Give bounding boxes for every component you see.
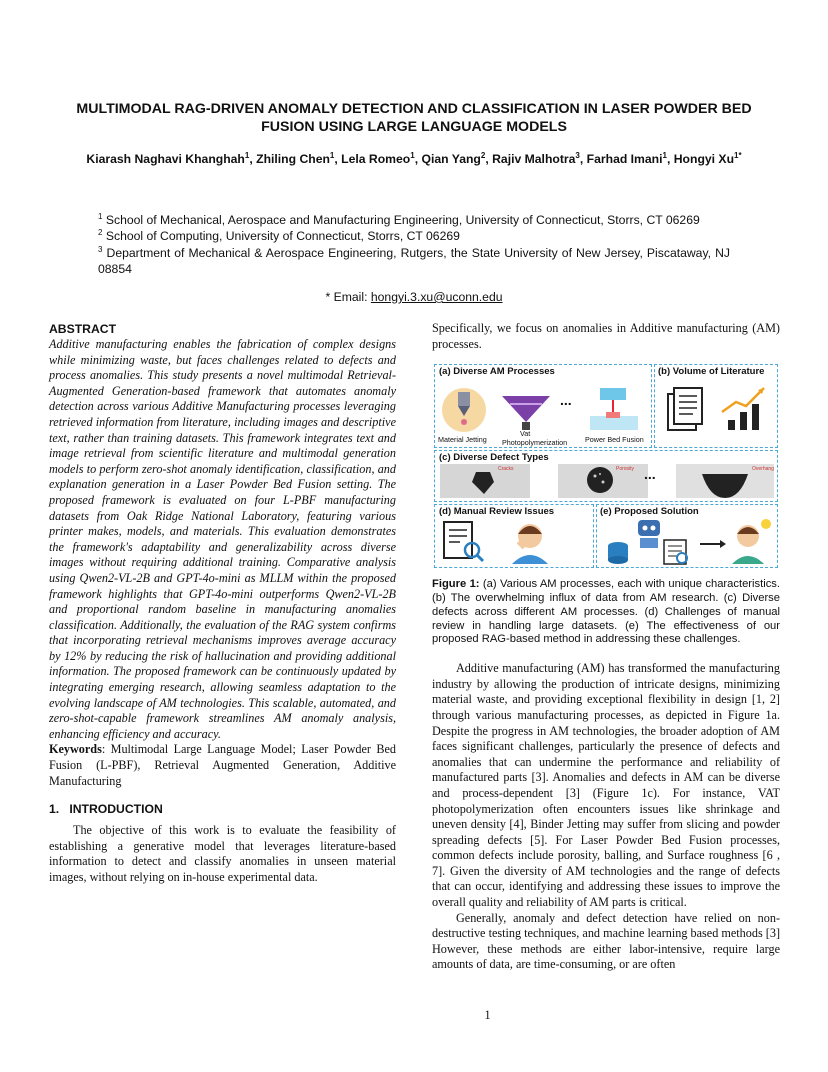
abstract-heading: ABSTRACT xyxy=(49,322,117,336)
affiliation xyxy=(98,228,730,244)
caption-text: (a) Various AM processes, each with unique characteristics. (b) The overwhelming influx of data from AM research. (c) Diverse defects across different AM processes. (d) Challenges of manual review in handling large datasets. (e) The effectiveness of our proposed RAG-based method in addressing these challenges. xyxy=(432,578,780,646)
right-column xyxy=(432,321,780,973)
author-sup: 1 xyxy=(662,150,667,160)
author-name: Zhiling Chen xyxy=(256,152,330,166)
author-name: Lela Romeo xyxy=(341,152,411,166)
label-material-jetting: Material Jetting xyxy=(438,435,487,445)
intro-heading: 1. INTRODUCTION xyxy=(49,802,163,817)
email-label: * Email: xyxy=(325,290,371,304)
panel-d-label: (d) Manual Review Issues xyxy=(439,506,555,518)
keywords xyxy=(49,742,396,789)
author-name: Farhad Imani xyxy=(586,152,663,166)
manual-review-icons xyxy=(440,518,590,566)
author-name: Qian Yang xyxy=(421,152,481,166)
right-paragraph-0: Specifically, we focus on anomalies in Additive manufacturing (AM) processes. xyxy=(432,321,780,351)
defect-tag-porosity: Porosity xyxy=(616,466,635,473)
affiliation-sup: 3 xyxy=(98,244,103,254)
right-paragraph-1: Additive manufacturing (AM) has transformed the manufacturing industry by allowing the production of intricate designs, minimizing material waste, and providing exceptional flexibility in design [1, 2] through various manufacturing processes, as depicted in Figure 1a. Despite the progress in AM technologies, the broader adoption of AM faces significant challenges, particularly the presence of defects and anomalies that can undermine the performance and reliability of manufactured parts [3]. Anomalies and defects in AM can be diverse and process-dependent [3] (Figure 1c). For instance, VAT photopolymerization often encounters issues like shrinkage and uneven density [4], Binder Jetting may suffer from slicing and powder spreading defects [5]. For Laser Powder Bed Fusion processes, common defects include porosity, balling, and Surface roughness [6 , 7]. Given the diversity of AM technologies and the range of defects that can occur, identifying and addressing these issues to improve the overall quality and reliability of AM parts is critical. xyxy=(432,661,780,910)
label-vat: Vat xyxy=(520,429,531,439)
figure-caption xyxy=(432,578,780,647)
nozzle-shape xyxy=(458,392,470,406)
caption-label: Figure 1: xyxy=(432,578,480,591)
affiliation xyxy=(98,212,730,228)
affiliations xyxy=(98,212,730,278)
label-powder-bed-fusion: Power Bed Fusion xyxy=(585,435,644,445)
affiliation xyxy=(98,245,730,278)
panel-a-label: (a) Diverse AM Processes xyxy=(439,366,555,378)
author-name: Kiarash Naghavi Khanghah xyxy=(86,152,245,166)
literature-icons xyxy=(660,382,774,442)
panel-c-label: (c) Diverse Defect Types xyxy=(439,452,549,464)
affiliation-text: Department of Mechanical & Aerospace Engineering, Rutgers, the State University of New Jersey, Piscataway, NJ 08854 xyxy=(98,245,730,277)
panel-e-label: (e) Proposed Solution xyxy=(600,506,699,518)
panel-b-label: (b) Volume of Literature xyxy=(658,366,765,378)
ellipsis: ... xyxy=(560,392,572,409)
author-name: Hongyi Xu xyxy=(673,152,735,166)
ellipsis-defects: ... xyxy=(644,466,656,483)
growth-chart-icon xyxy=(728,420,735,430)
defect-tag-cracks: Cracks xyxy=(498,466,514,473)
report-icon xyxy=(664,540,686,564)
intro-paragraph: The objective of this work is to evaluate the feasibility of establishing a generative model that leverages literature-based information to detect and classify anomalies in unseen material images, without relying on in-house experimental data. xyxy=(49,823,396,884)
lightbulb-icon xyxy=(761,519,771,529)
affiliation-sup: 1 xyxy=(98,211,103,221)
left-column xyxy=(49,321,396,886)
affiliation-text: School of Mechanical, Aerospace and Manufacturing Engineering, University of Connecticut, Storrs, CT 06269 xyxy=(105,213,700,227)
defect-tag-overhang: Overhang xyxy=(752,466,774,473)
email-link[interactable]: hongyi.3.xu@uconn.edu xyxy=(370,290,503,304)
author-name: Rajiv Malhotra xyxy=(492,152,576,166)
author-sup: 1 xyxy=(329,150,335,160)
am-process-icons xyxy=(440,382,650,440)
powder-bed-fusion-icon xyxy=(600,388,626,400)
author-sup: 1* xyxy=(734,150,742,160)
right-paragraph-2: Generally, anomaly and defect detection have relied on non-destructive testing techniques, and machine learning based methods [3] However, these methods are either labor-intensive, require large amounts of data, are time-consuming, or are often xyxy=(432,910,780,972)
keywords-label: Keywords xyxy=(49,742,102,757)
corresponding-email xyxy=(60,290,768,304)
abstract-text: Additive manufacturing enables the fabrication of complex designs while minimizing waste, but faces challenges related to defects and process anomalies. This study presents a novel multimodal Retrieval-Augmented Generation-based framework that automates anomaly detection across various Additive Manufacturing processes leveraging retrieved information from literature, including images and descriptive text, rather than training datasets. This framework integrates text and image retrieval from scientific literature and multimodal generation models to perform zero-shot anomaly identification, classification, and explanation generation in a Laser Powder Bed Fusion setting. The proposed framework is evaluated on four L-PBF manufacturing datasets from Oak Ridge National Laboratory, featuring various printer makes, models, and materials. This evaluation demonstrates the framework's adaptability and generalizability across diverse images without requiring additional training. Comparative analysis using Qwen2-VL-2B and GPT-4o-mini as MLLM within the proposed framework highlights that GPT-4o-mini outperforms Qwen2-VL-2B and proportional random baseline in manufacturing anomalies classification. Additionally, the evaluation of the RAG system confirms that incorporating retrieval mechanisms improves average accuracy by 12% by reducing the risk of hallucination and providing additional information. The proposed framework can be continuously updated by integrating emerging research, allowing seamless adaptation to the evolving landscape of AM technologies. This scalable, automated, and zero-shot-capable framework streamlines AM anomaly analysis, enhancing efficiency and accuracy. xyxy=(49,337,396,741)
author-sup: 3 xyxy=(575,150,580,160)
paper-title: MULTIMODAL RAG-DRIVEN ANOMALY DETECTION AND CLASSIFICATION IN LASER POWDER BED FUSION USING LARGE LANGUAGE MODELS xyxy=(76,101,752,135)
defect-images xyxy=(440,464,774,500)
affiliation-text: School of Computing, University of Connecticut, Storrs, CT 06269 xyxy=(105,229,460,244)
proposed-solution-icons xyxy=(600,518,776,566)
author-sup: 2 xyxy=(480,150,486,160)
label-photopolymerization: Photopolymerization xyxy=(502,438,568,448)
author-list: Kiarash Naghavi Khanghah$^1$, Zhiling Chen$^1$, Lela Romeo$^1$, Qian Yang$^2$, Rajiv Malhotra$^3$, Farhad Imani$^1$, Hongyi $Xu^{1*}$ xyxy=(86,150,742,166)
keywords-text: : Multimodal Large Language Model; Laser Powder Bed Fusion (L-PBF), Retrieval Augmented Generation, Additive Manufacturing xyxy=(49,742,396,788)
figure-1 xyxy=(432,362,780,570)
document-search-icon xyxy=(444,522,472,558)
author-sup: 1 xyxy=(410,150,415,160)
affiliation-sup: 2 xyxy=(98,228,103,238)
robot-icon xyxy=(638,520,660,536)
vat-photopolymerization-icon xyxy=(502,396,550,422)
author-sup: 1 xyxy=(244,150,250,160)
page-number: 1 xyxy=(484,1008,491,1022)
